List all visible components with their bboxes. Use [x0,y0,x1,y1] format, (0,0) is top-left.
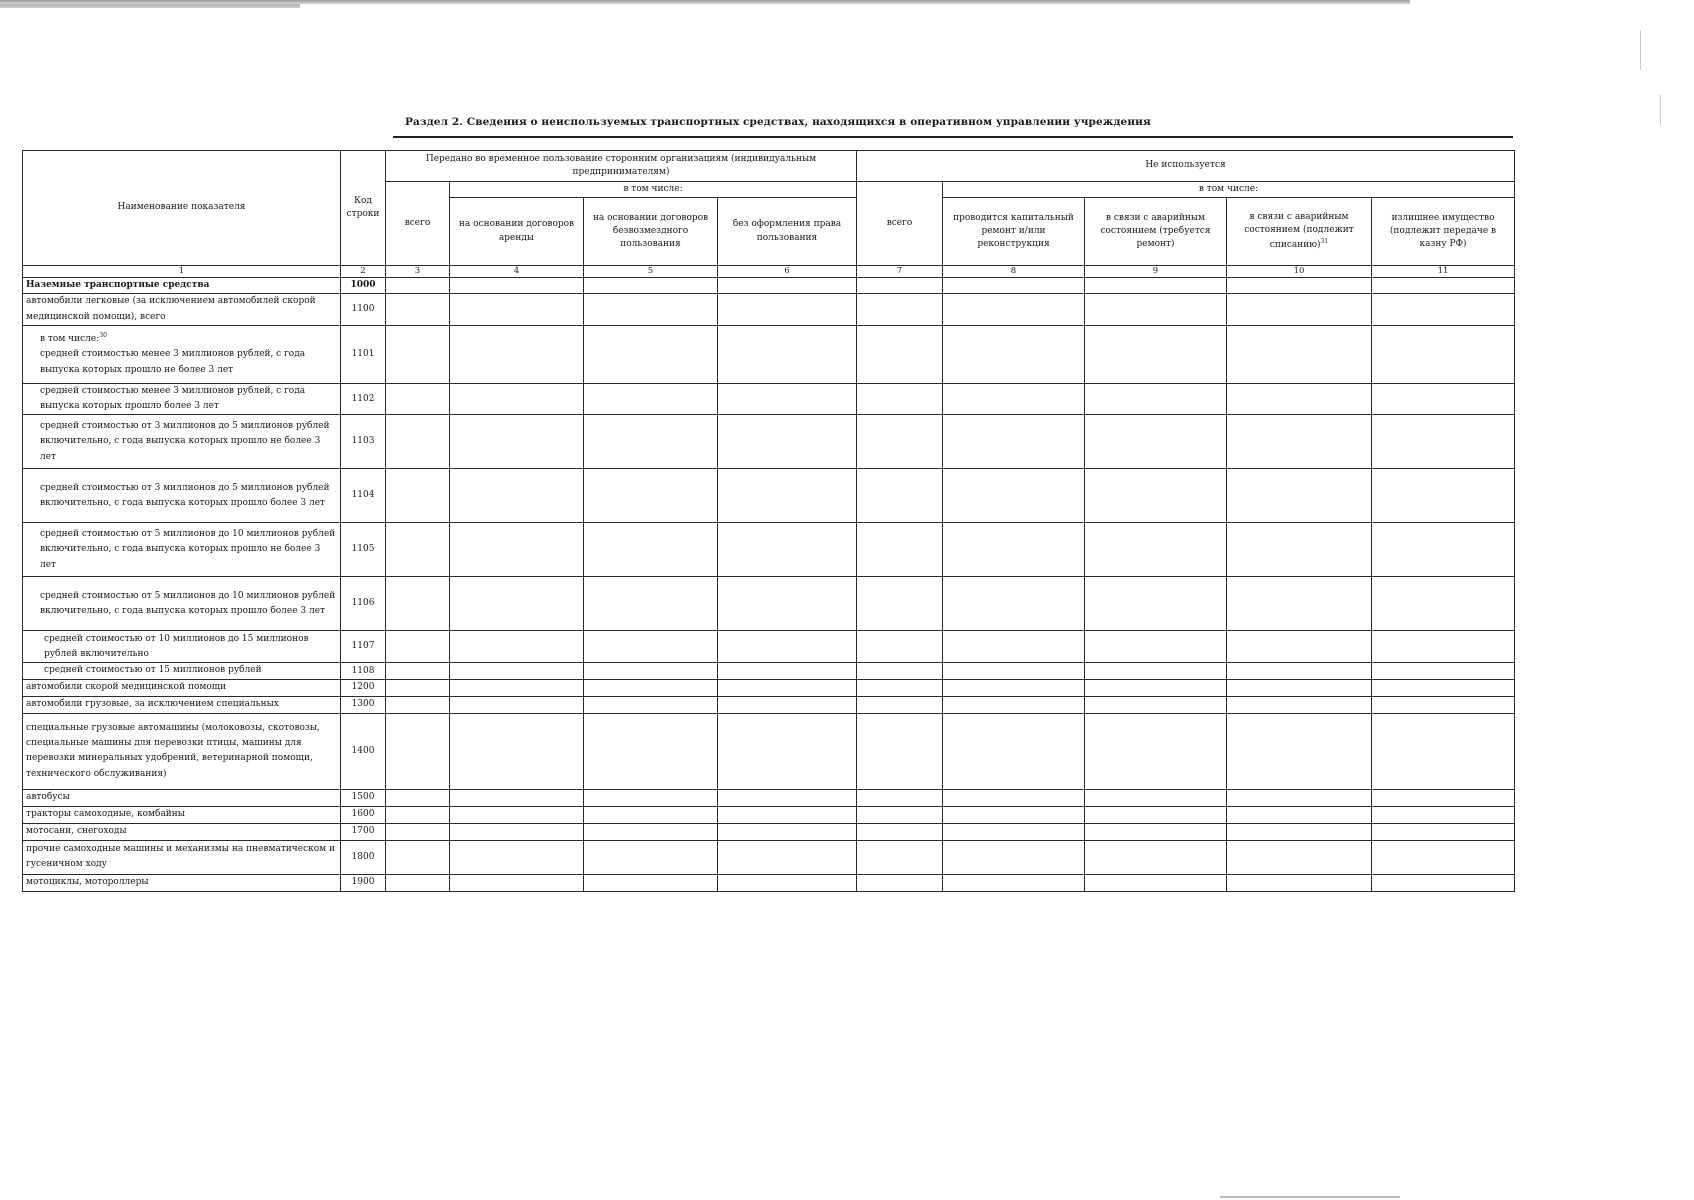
data-cell[interactable] [718,874,857,891]
data-cell[interactable] [1227,631,1372,663]
data-cell[interactable] [1372,278,1515,294]
data-cell[interactable] [857,631,943,663]
header-col10 [1227,198,1372,266]
report-table [22,150,1515,892]
data-cell[interactable] [857,696,943,713]
row-name [23,325,341,383]
row-name [23,631,341,663]
table-row [23,679,1515,696]
data-cell[interactable] [718,383,857,415]
data-cell[interactable] [857,679,943,696]
data-cell[interactable] [943,523,1085,577]
data-cell[interactable] [943,325,1085,383]
row-name [23,840,341,874]
data-cell[interactable] [450,663,584,679]
scan-edge-shadow [0,0,1410,4]
data-cell[interactable] [718,696,857,713]
data-cell[interactable] [1372,663,1515,679]
data-cell[interactable] [1372,631,1515,663]
data-cell[interactable] [386,469,450,523]
table-row [23,789,1515,806]
data-cell[interactable] [584,523,718,577]
data-cell[interactable] [386,806,450,823]
data-cell[interactable] [584,383,718,415]
table-row [23,294,1515,326]
row-code: 1108 [341,663,386,679]
data-cell[interactable] [450,713,584,789]
data-cell[interactable] [1085,874,1227,891]
data-cell[interactable] [1227,840,1372,874]
row-code: 1600 [341,806,386,823]
data-cell[interactable] [1227,696,1372,713]
data-cell[interactable] [943,469,1085,523]
row-name-text: тракторы самоходные, комбайны [26,809,185,820]
data-cell[interactable] [584,806,718,823]
row-name-text: автобусы [26,792,70,803]
data-cell[interactable] [1085,806,1227,823]
row-name [23,713,341,789]
table-row [23,874,1515,891]
data-cell[interactable] [1227,325,1372,383]
table-row [23,713,1515,789]
data-cell[interactable] [1372,806,1515,823]
data-cell[interactable] [718,823,857,840]
data-cell[interactable] [1085,679,1227,696]
data-cell[interactable] [857,840,943,874]
row-name [23,679,341,696]
data-cell[interactable] [943,631,1085,663]
header-col4: на основании договоров аренды [450,198,584,266]
row-name-text: мотоциклы, мотороллеры [26,877,149,888]
header-including-unused: в том числе: [943,182,1515,198]
header-name: Наименование показателя [23,151,341,266]
data-cell[interactable] [1227,278,1372,294]
row-code: 1300 [341,696,386,713]
data-cell[interactable] [1227,679,1372,696]
row-name [23,789,341,806]
row-code: 1400 [341,713,386,789]
data-cell[interactable] [857,383,943,415]
data-cell[interactable] [386,577,450,631]
data-cell[interactable] [857,325,943,383]
data-cell[interactable] [943,840,1085,874]
data-cell[interactable] [943,663,1085,679]
data-cell[interactable] [943,577,1085,631]
data-cell[interactable] [1085,415,1227,469]
row-name-text: средней стоимостью менее 3 миллионов рублей, с года выпуска которых прошло не более 3 лет [40,349,306,375]
data-cell[interactable] [943,696,1085,713]
table-row [23,823,1515,840]
header-col3: всего [386,182,450,266]
header-transferred: Передано во временное пользование сторонним организациям (индивидуальным предпринимателям) [386,151,857,182]
data-cell[interactable] [386,415,450,469]
row-prefix: в том числе: [40,333,100,344]
table-row [23,523,1515,577]
data-cell[interactable] [943,713,1085,789]
row-name [23,874,341,891]
table-row [23,840,1515,874]
data-cell[interactable] [450,631,584,663]
row-code: 1000 [341,278,386,294]
table-row [23,663,1515,679]
data-cell[interactable] [584,663,718,679]
data-cell[interactable] [386,789,450,806]
column-number: 7 [857,266,943,278]
row-name [23,823,341,840]
row-name [23,806,341,823]
data-cell[interactable] [1227,874,1372,891]
data-cell[interactable] [450,840,584,874]
data-cell[interactable] [857,294,943,326]
row-name-text: специальные грузовые автомашины (молоковозы, скотовозы, специальные машины для перевозки птицы, машины для перевозки минеральных удобрений, ветеринарной помощи, технического обслуживания) [26,722,320,779]
footnote-30: 30 [99,331,107,339]
data-cell[interactable] [1085,713,1227,789]
data-cell[interactable] [450,874,584,891]
data-cell[interactable] [1372,789,1515,806]
data-cell[interactable] [1085,789,1227,806]
data-cell[interactable] [1372,874,1515,891]
data-cell[interactable] [584,840,718,874]
data-cell[interactable] [1085,631,1227,663]
column-number: 9 [1085,266,1227,278]
row-code: 1103 [341,415,386,469]
data-cell[interactable] [1085,577,1227,631]
data-cell[interactable] [584,294,718,326]
data-cell[interactable] [1085,823,1227,840]
data-cell[interactable] [450,469,584,523]
data-cell[interactable] [450,294,584,326]
row-name-text: средней стоимостью от 3 миллионов до 5 миллионов рублей включительно, с года выпуска которых прошло более 3 лет [40,482,330,508]
column-number: 1 [23,266,341,278]
table-row [23,278,1515,294]
data-cell[interactable] [386,631,450,663]
data-cell[interactable] [1085,663,1227,679]
data-cell[interactable] [450,823,584,840]
table-row [23,806,1515,823]
data-cell[interactable] [1227,663,1372,679]
data-cell[interactable] [1372,294,1515,326]
data-cell[interactable] [450,415,584,469]
data-cell[interactable] [1372,696,1515,713]
header-col7: всего [857,182,943,266]
section-title: Раздел 2. Сведения о неиспользуемых транспортных средствах, находящихся в оперативном управлении учреждения [405,116,1151,128]
data-cell[interactable] [1227,383,1372,415]
row-name [23,577,341,631]
table-row [23,383,1515,415]
data-cell[interactable] [718,840,857,874]
row-name-text: Наземные транспортные средства [26,280,210,290]
data-cell[interactable] [386,713,450,789]
data-cell[interactable] [1372,383,1515,415]
column-number: 5 [584,266,718,278]
table-row [23,577,1515,631]
header-col10-text: в связи с аварийным состоянием (подлежит списанию) [1244,212,1354,250]
row-name [23,415,341,469]
data-cell[interactable] [584,696,718,713]
row-name [23,294,341,326]
data-cell[interactable] [1227,806,1372,823]
data-cell[interactable] [943,789,1085,806]
data-cell[interactable] [386,663,450,679]
row-code: 1104 [341,469,386,523]
column-number: 6 [718,266,857,278]
column-number: 11 [1372,266,1515,278]
data-cell[interactable] [857,789,943,806]
data-cell[interactable] [943,823,1085,840]
data-cell[interactable] [718,789,857,806]
data-cell[interactable] [1085,696,1227,713]
header-col9: в связи с аварийным состоянием (требуется ремонт) [1085,198,1227,266]
data-cell[interactable] [1085,294,1227,326]
data-cell[interactable] [943,278,1085,294]
column-number: 4 [450,266,584,278]
data-cell[interactable] [386,679,450,696]
data-cell[interactable] [386,840,450,874]
data-cell[interactable] [1085,469,1227,523]
data-cell[interactable] [584,325,718,383]
header-unused: Не используется [857,151,1515,182]
data-cell[interactable] [857,523,943,577]
row-name-text: прочие самоходные машины и механизмы на пневматическом и гусеничном ходу [26,843,336,870]
header-col8: проводится капитальный ремонт и/или реконструкция [943,198,1085,266]
row-name-text: автомобили скорой медицинской помощи [26,682,227,693]
data-cell[interactable] [1372,713,1515,789]
row-code: 1200 [341,679,386,696]
data-cell[interactable] [450,679,584,696]
data-cell[interactable] [584,679,718,696]
data-cell[interactable] [584,874,718,891]
data-cell[interactable] [857,469,943,523]
row-name-text: средней стоимостью от 15 миллионов рублей [44,665,262,676]
data-cell[interactable] [718,415,857,469]
data-cell[interactable] [718,294,857,326]
data-cell[interactable] [584,713,718,789]
data-cell[interactable] [718,713,857,789]
row-name [23,383,341,415]
data-cell[interactable] [1085,278,1227,294]
data-cell[interactable] [1227,823,1372,840]
data-cell[interactable] [1227,523,1372,577]
data-cell[interactable] [943,294,1085,326]
data-cell[interactable] [1372,577,1515,631]
data-cell[interactable] [857,577,943,631]
data-cell[interactable] [1372,523,1515,577]
data-cell[interactable] [450,383,584,415]
row-name-text: средней стоимостью менее 3 миллионов рублей, с года выпуска которых прошло более 3 лет [40,385,306,412]
data-cell[interactable] [718,325,857,383]
column-number: 2 [341,266,386,278]
row-name-text: средней стоимостью от 5 миллионов до 10 миллионов рублей включительно, с года выпуска которых прошло более 3 лет [40,590,336,616]
data-cell[interactable] [386,696,450,713]
row-code: 1800 [341,840,386,874]
header-col11: излишнее имущество (подлежит передаче в казну РФ) [1372,198,1515,266]
column-number: 8 [943,266,1085,278]
table-row [23,415,1515,469]
table-body [23,266,1515,892]
data-cell[interactable] [584,469,718,523]
data-cell[interactable] [857,874,943,891]
data-cell[interactable] [450,523,584,577]
data-cell[interactable] [718,469,857,523]
data-cell[interactable] [386,294,450,326]
row-name-text: автомобили грузовые, за исключением специальных [26,699,279,710]
data-cell[interactable] [1085,325,1227,383]
row-code: 1900 [341,874,386,891]
data-cell[interactable] [450,696,584,713]
data-cell[interactable] [1372,679,1515,696]
row-prefix-line [40,331,337,347]
data-cell[interactable] [1085,523,1227,577]
data-cell[interactable] [1372,840,1515,874]
row-code: 1107 [341,631,386,663]
data-cell[interactable] [584,631,718,663]
data-cell[interactable] [943,383,1085,415]
data-cell[interactable] [450,577,584,631]
data-cell[interactable] [450,789,584,806]
row-name [23,469,341,523]
header-code: Код строки [341,151,386,266]
row-name [23,663,341,679]
table-row [23,696,1515,713]
data-cell[interactable] [718,679,857,696]
row-code: 1500 [341,789,386,806]
data-cell[interactable] [584,577,718,631]
table-row [23,469,1515,523]
row-name [23,278,341,294]
data-cell[interactable] [857,278,943,294]
data-cell[interactable] [584,789,718,806]
row-name-text: автомобили легковые (за исключением автомобилей скорой медицинской помощи), всего [26,296,316,322]
row-name [23,523,341,577]
data-cell[interactable] [1227,713,1372,789]
column-number: 10 [1227,266,1372,278]
data-cell[interactable] [1372,469,1515,523]
data-cell[interactable] [718,577,857,631]
table-row [23,325,1515,383]
row-name-text: средней стоимостью от 3 миллионов до 5 миллионов рублей включительно, с года выпуска которых прошло не более 3 лет [40,421,330,462]
data-cell[interactable] [1227,577,1372,631]
data-cell[interactable] [718,806,857,823]
data-cell[interactable] [584,278,718,294]
row-name [23,696,341,713]
data-cell[interactable] [1227,789,1372,806]
data-cell[interactable] [943,679,1085,696]
data-cell[interactable] [386,383,450,415]
data-cell[interactable] [857,713,943,789]
row-name-text: мотосани, снегоходы [26,826,127,837]
data-cell[interactable] [857,415,943,469]
data-cell[interactable] [386,874,450,891]
data-cell[interactable] [718,663,857,679]
data-cell[interactable] [718,278,857,294]
title-rule [393,136,1513,138]
scan-edge-mark [1640,30,1641,70]
data-cell[interactable] [943,415,1085,469]
row-code: 1102 [341,383,386,415]
scan-edge-mark [1220,1196,1400,1198]
data-cell[interactable] [1085,840,1227,874]
row-code: 1105 [341,523,386,577]
data-cell[interactable] [450,325,584,383]
data-cell[interactable] [718,631,857,663]
data-cell[interactable] [943,806,1085,823]
data-cell[interactable] [584,823,718,840]
data-cell[interactable] [1085,383,1227,415]
data-cell[interactable] [1372,823,1515,840]
data-cell[interactable] [857,663,943,679]
header-including-transferred: в том числе: [450,182,857,198]
row-name-text: средней стоимостью от 10 миллионов до 15 миллионов рублей включительно [44,633,309,659]
data-cell[interactable] [386,278,450,294]
header-col6: без оформления права пользования [718,198,857,266]
footnote-31: 31 [1320,237,1329,245]
data-cell[interactable] [857,806,943,823]
data-cell[interactable] [450,806,584,823]
column-number: 3 [386,266,450,278]
row-code: 1700 [341,823,386,840]
data-cell[interactable] [718,523,857,577]
data-cell[interactable] [943,874,1085,891]
data-cell[interactable] [386,523,450,577]
scan-edge-mark [1660,95,1661,125]
data-cell[interactable] [1372,325,1515,383]
data-cell[interactable] [1227,294,1372,326]
data-cell[interactable] [1227,469,1372,523]
column-number-row [23,266,1515,278]
data-cell[interactable] [1227,415,1372,469]
data-cell[interactable] [450,278,584,294]
table-row [23,631,1515,663]
row-code: 1106 [341,577,386,631]
row-code: 1100 [341,294,386,326]
data-cell[interactable] [857,823,943,840]
data-cell[interactable] [584,415,718,469]
header-col5: на основании договоров безвозмездного пользования [584,198,718,266]
data-cell[interactable] [1372,415,1515,469]
data-cell[interactable] [386,325,450,383]
row-code: 1101 [341,325,386,383]
row-name-text: средней стоимостью от 5 миллионов до 10 миллионов рублей включительно, с года выпуска которых прошло не более 3 лет [40,529,336,570]
data-cell[interactable] [386,823,450,840]
